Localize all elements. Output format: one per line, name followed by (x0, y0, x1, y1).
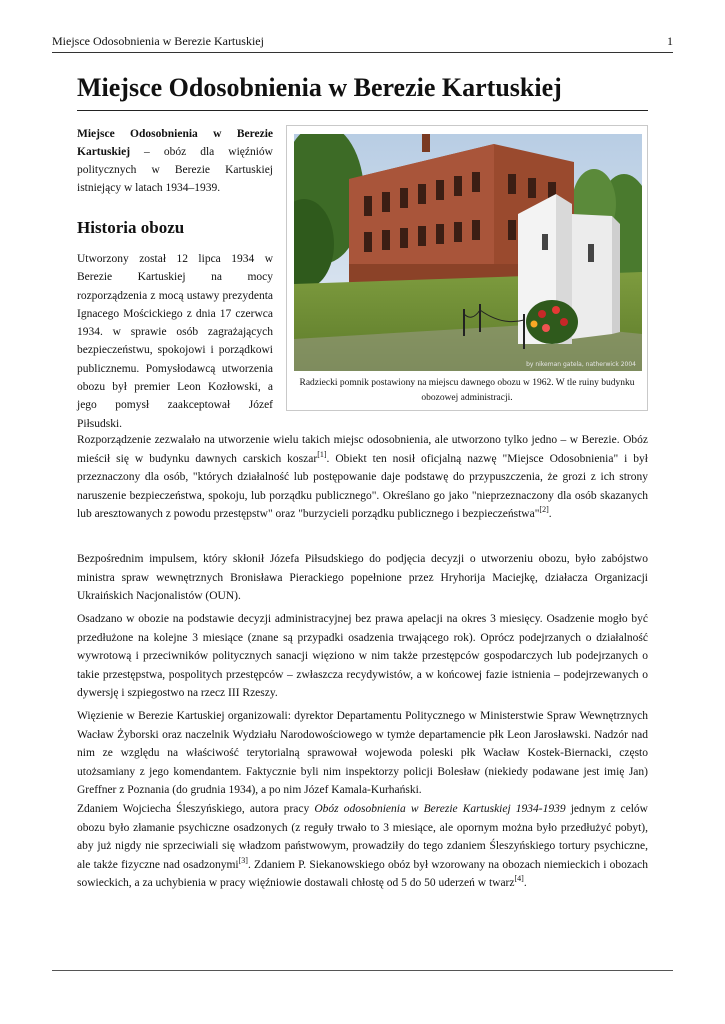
running-header-title: Miejsce Odosobnienia w Berezie Kartuskiej (52, 34, 264, 48)
paragraph-2: Bezpośrednim impulsem, który skłonił Józefa Piłsudskiego do podjęcia decyzji o utworzeniu obozu, było zabójstwo ministra spraw wewnętrznych Bronisława Pierackiego popełnione przez Hryhorija Maciejkę, działacza Organizacji Ukraińskich Nacjonalistów (OUN). (77, 553, 648, 603)
article-title: Miejsce Odosobnienia w Berezie Kartuskiej (77, 70, 648, 111)
paragraph-4: Więzienie w Berezie Kartuskiej organizowali: dyrektor Departamentu Politycznego w Ministerstwie Spraw Wewnętrznych Wacław Żyborski oraz naczelnik Wydziału Narodowościowego w tymże departamencie płk Leon Jarosławski. Nadzór nad nim ze względu na właściwość terytorialną sprawował wojewoda poleski płk Wacław Kostek-Biernacki, często utożsamiany z jego komendantem. Faktycznie byli nim inspektorzy policji Bolesław (niekiedy podawane jest imię Jan) Greffner z Poznania (do grudnia 1934), a po nim Józef Kamala-Kurhański. (77, 710, 648, 797)
page-number: 1 (667, 34, 673, 48)
photo-watermark: by nikeman gatela, natherwick 2004 (526, 361, 636, 368)
lead-text: – obóz dla więźniów politycznych w Berezie Kartuskiej istniejący w latach 1934–1939. (77, 146, 273, 194)
lead-bold-term: Miejsce Odosobnienia w Berezie Kartuskiej (77, 128, 273, 158)
lead-paragraph (77, 125, 273, 197)
paragraph-3: Osadzano w obozie na podstawie decyzji administracyjnej bez prawa apelacji na okres 3 miesięcy. Osadzenie mogło być przedłużone na kolejne 3 miesiące (znane są przypadki osadzenia trwającego rok). Oprócz podejrzanych o działalność wywrotową i przeciwników politycznych sanacji więziono w nim także przestępców gospodarczych lub podejrzanych o takie przestępstwa, pospolitych przestępców – zwłaszcza recydywistów, a w końcowej fazie istnienia – podejrzewanych o dywersję i szpiegostwo na rzecz III Rzeszy. (77, 613, 648, 700)
camp-photo-image (294, 134, 642, 371)
paragraph-5-text-b: jednym z celów obozu było złamanie psychiczne osadzonych (z reguły trwało to 3 miesiące, ale opornym można było przedłużyć pobyt), aby już nigdy nie sprzeciwiali się władzom państwowym, prowadziły do tego zdaniem Śleszyńskiego tortury psychiczne, ale także fizyczne nad osadzonymi (77, 803, 648, 871)
paragraph-5-end: . (523, 877, 527, 890)
paragraph-5-text-c: . Zdaniem P. Siekanowskiego obóz był wzorowany na obozach niemieckich i obozach sowieckich, a za uchybienia w pracy więźniowie dostawali chłostę od 5 do 50 uderzeń w twarz (77, 858, 648, 890)
reference-1-link[interactable]: [1] (317, 449, 327, 459)
paragraph-5 (77, 800, 648, 893)
paragraph-5-text-a: Zdaniem Wojciecha Śleszyńskiego, autora pracy (77, 803, 315, 815)
paragraph-1 (77, 431, 648, 524)
reference-2-link[interactable]: [2] (539, 505, 549, 515)
reference-4-link[interactable]: [4] (514, 874, 524, 884)
cited-work-title: Obóz odosobnienia w Berezie Kartuskiej 1934-1939 (314, 803, 566, 815)
figure-caption: Radziecki pomnik postawiony na miejscu dawnego obozu w 1962. W tle ruiny budynku obozowej administracji. (299, 378, 635, 403)
paragraph-1-text-b: . Obiekt ten nosił oficjalną nazwę "Miejsce Odosobnienia" i był przeznaczony dla osób, "których działalność lub postępowanie daje podstawę do przypuszczenia, że grozi z ich strony naruszenie bezpieczeństwa, spokoju, lub porządku publicznego". Określano go jako "nieprzeznaczony dla osób skazanych lub aresztowanych z powodu przestępstw" oraz "burzycieli porządku publicznego i bezpieczeństwa" (77, 452, 648, 521)
camp-photo[interactable] (294, 134, 642, 371)
history-paragraph-left: Utworzony został 12 lipca 1934 w Berezie Kartuskiej na mocy rozporządzenia z mocą ustawy prezydenta Ignacego Mościckiego z dnia 17 czerwca 1934. w sprawie osób zagrażających bezpieczeństwu, spokojowi i porządkowi publicznemu. Pomysłodawcą utworzenia obozu był premier Leon Kozłowski, a jego pomysł zaakceptował Józef Piłsudski. (77, 253, 273, 430)
section-heading-history: Historia obozu (77, 218, 185, 237)
footer-rule (52, 970, 673, 971)
reference-3-link[interactable]: [3] (238, 855, 248, 865)
paragraph-1-text-a: Rozporządzenie zezwalało na utworzenie wielu takich miejsc odosobnienia, ale utworzono tylko jedno – w Berezie. Obóz mieścił się w budynku dawnych carskich koszar (77, 434, 648, 465)
figure (286, 125, 648, 411)
paragraph-1-end: . (548, 508, 552, 521)
running-header (52, 32, 673, 53)
